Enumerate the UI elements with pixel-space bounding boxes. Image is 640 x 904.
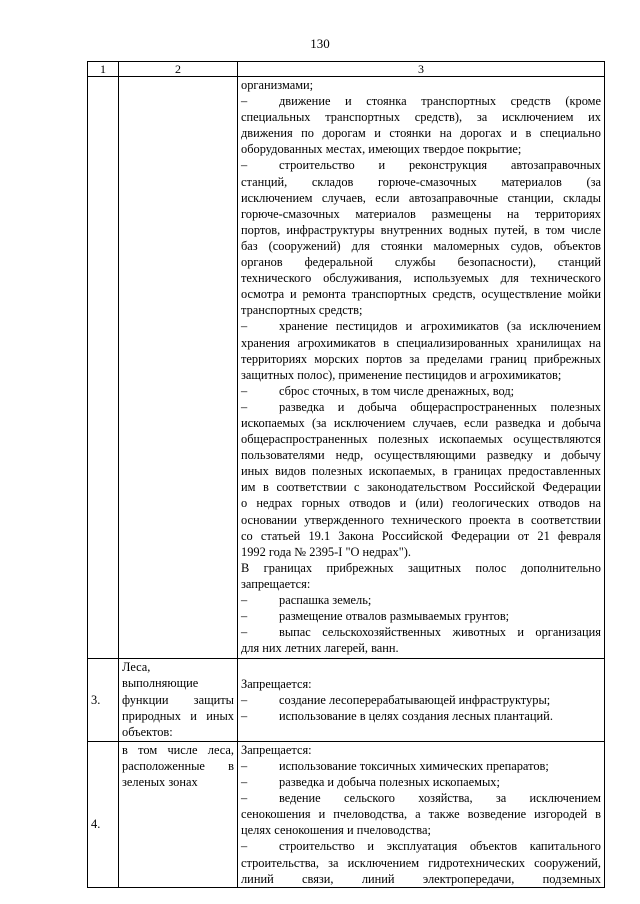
- text-line: им в соответствии с законодательством Российской Федерации: [241, 480, 601, 495]
- text-line: выпас сельскохозяйственных животных и организация: [279, 625, 601, 640]
- list-item: [241, 774, 601, 790]
- list-item: [241, 157, 601, 173]
- text-line: общераспространенных полезных ископаемых осуществляются: [241, 432, 601, 447]
- text-line: Запрещается:: [241, 676, 312, 691]
- text-line: ведение сельского хозяйства, за исключением: [279, 791, 601, 806]
- category-name-line: расположенные в: [122, 758, 234, 773]
- text-line: иных видов полезных ископаемых, в границах предоставленных: [241, 464, 601, 479]
- text-line: сброс сточных, в том числе дренажных, вод;: [279, 383, 515, 398]
- text-line: органов федеральной службы безопасности), станций: [241, 255, 601, 270]
- text-line: технического обслуживания, используемых для технического: [241, 271, 601, 286]
- dash-bullet: –: [241, 839, 248, 854]
- dash-bullet: –: [241, 709, 248, 724]
- list-item: [241, 624, 601, 640]
- row-name-cell: [119, 77, 238, 659]
- category-name-line: объектов:: [122, 724, 173, 739]
- text-line: создание лесоперерабатывающей инфраструктуры;: [279, 693, 551, 708]
- text-line: со статьей 19.1 Закона Российской Федерации от 21 февраля: [241, 528, 601, 543]
- list-item: [241, 592, 601, 608]
- list-item: [241, 608, 601, 624]
- text-line: для них летних лагерей, ванн.: [241, 641, 399, 656]
- text-line: В границах прибрежных защитных полос дополнительно: [241, 560, 601, 575]
- text-line: организмами;: [241, 78, 314, 92]
- list-item: [241, 93, 601, 109]
- text-line: запрещается:: [241, 576, 311, 591]
- dash-bullet: –: [241, 399, 248, 414]
- category-name-line: в том числе леса,: [122, 742, 234, 757]
- row-name-cell: [119, 659, 238, 741]
- text-line: линий связи, линий электропередачи, подземных: [241, 871, 601, 886]
- list-item: [241, 692, 601, 708]
- header-col-2: 2: [119, 62, 238, 77]
- text-line: осмотра и ремонта транспортных средств, осуществление мойки: [241, 287, 601, 302]
- text-line: распашка земель;: [279, 593, 372, 607]
- restrictions-cell: [238, 741, 605, 887]
- dash-bullet: –: [241, 775, 248, 790]
- list-item: [241, 399, 601, 415]
- text-line: горюче-смазочных материалов размещены на территориях: [241, 206, 601, 221]
- category-name-line: функции защиты: [122, 692, 234, 707]
- row-name-cell: [119, 741, 238, 887]
- text-line: хранение пестицидов и агрохимикатов (за исключением: [279, 319, 601, 334]
- text-line: специальных транспортных средств), за исключением их: [241, 110, 601, 125]
- dash-bullet: –: [241, 758, 248, 773]
- restrictions-cell: [238, 77, 605, 659]
- text-line: защитных полос), применение пестицидов и агрохимикатов;: [241, 367, 562, 382]
- text-line: строительство и реконструкция автозаправочных: [279, 158, 601, 173]
- header-col-1: 1: [88, 62, 119, 77]
- text-line: разведка и добыча общераспространенных полезных: [279, 399, 601, 414]
- text-line: движение и стоянка транспортных средств (кроме: [279, 94, 601, 109]
- regulations-table: [87, 61, 605, 888]
- text-line: использование токсичных химических препаратов;: [279, 758, 549, 773]
- table-row-3: [88, 659, 605, 741]
- list-item: [241, 383, 601, 399]
- text-line: разведка и добыча полезных ископаемых;: [279, 775, 500, 790]
- dash-bullet: –: [241, 609, 248, 624]
- list-item: [241, 838, 601, 854]
- dash-bullet: –: [241, 693, 248, 708]
- dash-bullet: –: [241, 319, 248, 334]
- category-name-line: природных и иных: [122, 708, 234, 723]
- row-number-cell: 4.: [88, 741, 119, 887]
- table-row-continued: [88, 77, 605, 659]
- text-line: территориях морских портов за пределами границ прибрежных: [241, 351, 601, 366]
- text-line: сенокошения и пчеловодства, а также возведение изгородей в: [241, 807, 601, 822]
- category-name-line: выполняющие: [122, 676, 199, 691]
- text-line: баз (сооружений) для стоянки маломерных судов, объектов: [241, 238, 601, 253]
- category-name-line: зеленых зонах: [122, 775, 198, 790]
- text-line: станций, складов горюче-смазочных материалов (за: [241, 174, 601, 189]
- text-line: портов, инфраструктуры внутренних водных путей, в том числе: [241, 222, 601, 237]
- text-line: хранения агрохимикатов в специализированных хранилищах на: [241, 335, 601, 350]
- header-col-3: 3: [238, 62, 605, 77]
- text-line: строительства, за исключением гидротехнических сооружений,: [241, 855, 601, 870]
- dash-bullet: –: [241, 593, 248, 607]
- category-name-line: Леса,: [122, 660, 151, 675]
- dash-bullet: –: [241, 158, 248, 173]
- table-row-4: [88, 741, 605, 887]
- dash-bullet: –: [241, 625, 248, 640]
- page-number: 130: [310, 36, 330, 51]
- list-item: [241, 758, 601, 774]
- table-header-row: [88, 62, 605, 77]
- row-number-cell: 3.: [88, 659, 119, 741]
- list-item: [241, 790, 601, 806]
- text-line: основании утвержденного технического проекта в соответствии: [241, 512, 601, 527]
- row-number-cell: [88, 77, 119, 659]
- text-line: движения по дорогам и стоянки на дорогах и в специально: [241, 126, 601, 141]
- text-line: исключением случаев, если автозаправочные станции, склады: [241, 190, 601, 205]
- text-line: размещение отвалов размываемых грунтов;: [279, 609, 510, 624]
- text-line: ископаемых (за исключением случаев, если разведка и добыча: [241, 415, 601, 430]
- text-line: использование в целях создания лесных плантаций.: [279, 709, 553, 724]
- text-line: 1992 года № 2395-I "О недрах").: [241, 544, 411, 559]
- text-line: целях сенокошения и пчеловодства;: [241, 823, 431, 838]
- text-line: оборудованных местах, имеющих твердое покрытие;: [241, 142, 522, 157]
- text-line: о недрах горных отводов и (или) геологических отводов на: [241, 496, 601, 511]
- text-line: транспортных средств;: [241, 303, 363, 318]
- text-line: строительство и эксплуатация объектов капитального: [279, 839, 601, 854]
- dash-bullet: –: [241, 791, 248, 806]
- restrictions-cell: [238, 659, 605, 741]
- text-line: пользователями недр, осуществляющими разведку и добычу: [241, 448, 601, 463]
- dash-bullet: –: [241, 383, 248, 398]
- text-line: Запрещается:: [241, 742, 312, 757]
- dash-bullet: –: [241, 94, 248, 109]
- list-item: [241, 318, 601, 334]
- list-item: [241, 708, 601, 724]
